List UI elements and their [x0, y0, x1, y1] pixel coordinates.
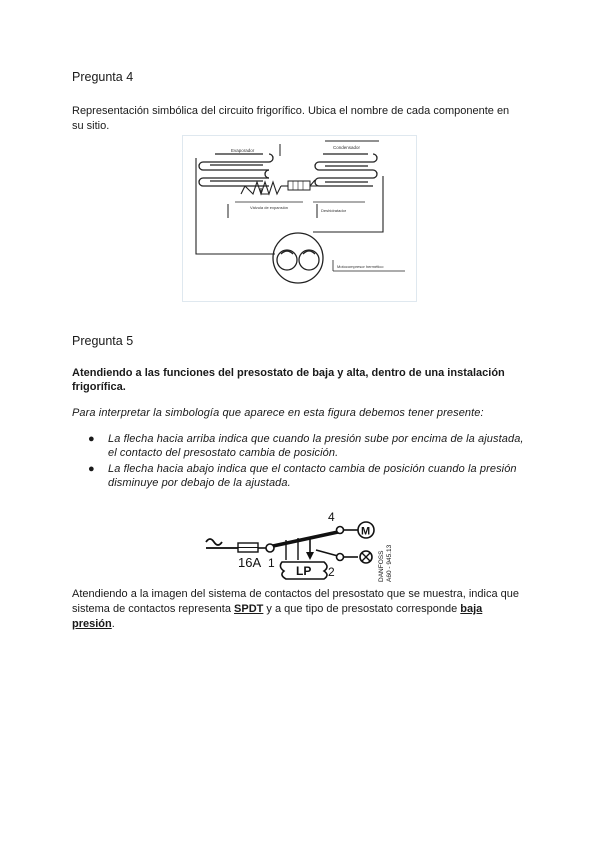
ac-symbol: [206, 539, 238, 548]
q5-answer-line2: [72, 602, 482, 616]
lp-label: LP: [296, 564, 312, 578]
bullet-dot: ●: [88, 463, 95, 475]
label-evaporador: Evaporador: [231, 148, 255, 153]
terminal-1-dot: [266, 544, 274, 552]
motor-label: M: [361, 525, 371, 538]
bullet-dot: ●: [88, 433, 95, 445]
label-motocompresor: Motocompresor hermético: [337, 264, 384, 269]
q4-prompt-line2: su sitio.: [72, 120, 110, 132]
bullet-2-line1: La flecha hacia abajo indica que el contacto cambia de posición cuando la presión: [108, 463, 517, 475]
terminal-4-label: 4: [328, 510, 335, 524]
bullet-1-line2: el contacto del presostato cambia de posición.: [108, 447, 339, 459]
answer-spdt: SPDT: [234, 603, 264, 615]
q4-title: Pregunta 4: [72, 70, 134, 84]
terminal-2-dot: [337, 554, 344, 561]
terminal-4-dot: [337, 527, 344, 534]
refrigeration-circuit-diagram: [182, 135, 417, 302]
expansion-line: [241, 180, 319, 194]
answer-baja: baja: [460, 603, 483, 615]
answer-text-a: sistema de contactos representa: [72, 603, 235, 615]
pressure-switch-diagram: [200, 510, 410, 585]
evaporator-coil: [199, 154, 273, 186]
condenser-coil: [315, 154, 377, 186]
terminal-1-label: 1: [268, 556, 275, 570]
answer-end: .: [111, 618, 115, 630]
switch-blade: [273, 532, 338, 546]
label-valvula: Válvula de expansión: [250, 205, 289, 210]
q5-heading-line1: Atendiendo a las funciones del presostato de baja y alta, dentro de una instalación: [72, 367, 505, 379]
bullet-2-line2: disminuye por debajo de la ajustada.: [108, 477, 291, 489]
label-deshidratador: Deshidratador: [321, 208, 347, 213]
down-arrow-icon: [306, 552, 314, 560]
q5-answer-line1: Atendiendo a la imagen del sistema de contactos del presostato que se muestra, indica que: [72, 588, 519, 600]
bullet-1-line1: La flecha hacia arriba indica que cuando la presión sube por encima de la ajustada,: [108, 433, 524, 445]
list-item: [88, 462, 538, 490]
compressor: [273, 233, 323, 283]
q5-title: Pregunta 5: [72, 334, 134, 348]
terminal-2-label: 2: [328, 565, 335, 579]
q5-answer-line3: [72, 617, 115, 631]
code-text: A60 - 945.13: [386, 544, 393, 582]
q5-intro: Para interpretar la simbología que aparece en esta figura debemos tener presente:: [72, 407, 484, 419]
danfoss-text: DANFOSS: [378, 550, 385, 582]
q5-bullet-list: [88, 432, 538, 492]
q5-heading-line2: frigorífica.: [72, 381, 126, 393]
q4-prompt-line1: Representación simbólica del circuito frigorífico. Ubica el nombre de cada componente en: [72, 105, 510, 117]
answer-text-b: y a que tipo de presostato corresponde: [263, 603, 461, 615]
list-item: [88, 432, 538, 460]
answer-presion: presión: [72, 618, 112, 630]
label-condensador: Condensador: [333, 145, 361, 150]
fuse-label: 16A: [238, 555, 262, 570]
